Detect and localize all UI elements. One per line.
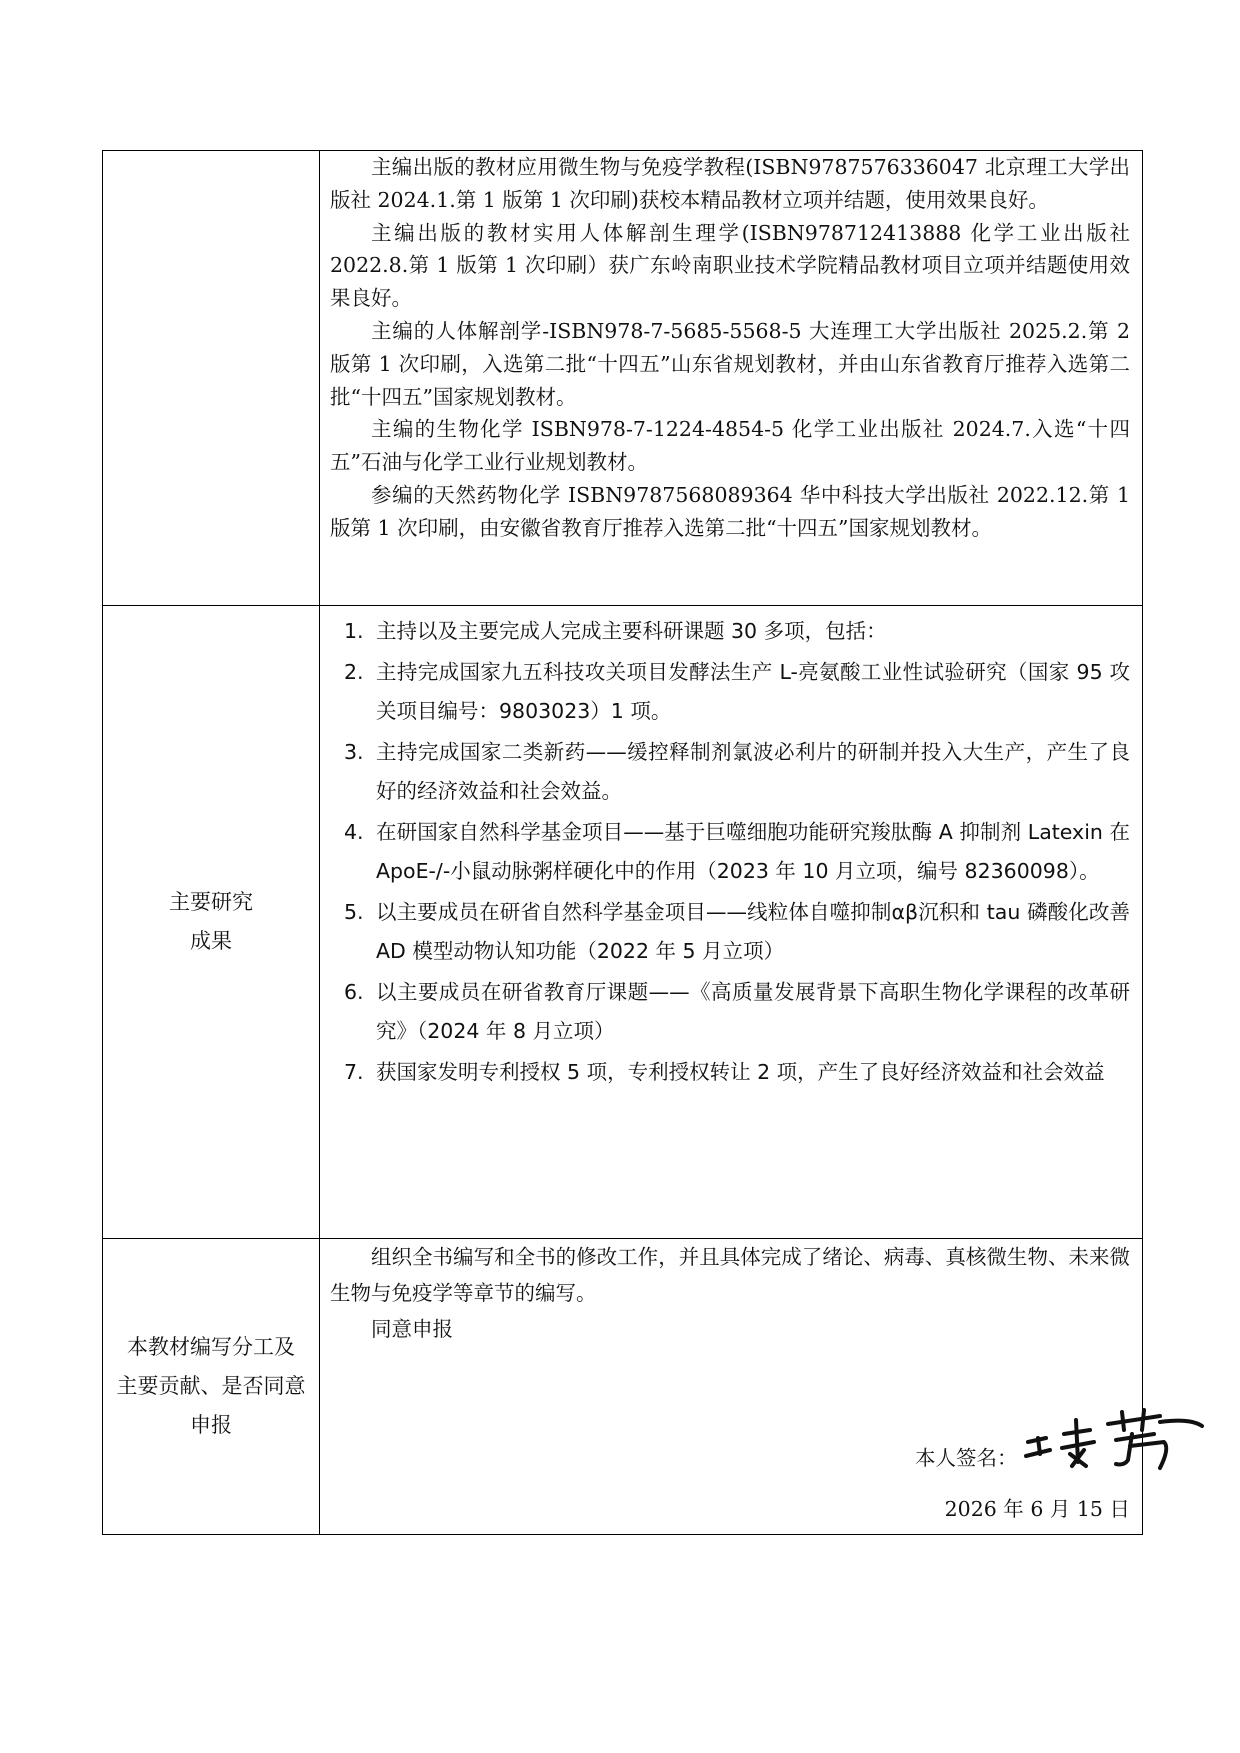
research-list-item [344,813,1130,891]
research-list-item [344,973,1130,1051]
list-text: 获国家发明专利授权 5 项，专利授权转让 2 项，产生了良好经济效益和社会效益 [376,1060,1105,1084]
research-achievements-content [320,606,1143,1239]
contribution-label-line: 本教材编写分工及 [127,1335,295,1359]
textbook-paragraph: 主编出版的教材实用人体解剖生理学(ISBN978712413888 化学工业出版社 2022.8.第 1 版第 1 次印刷）获广东岭南职业技术学院精品教材项目立项并结题使用效果良好。 [330,220,1130,311]
signature-date: 2026 年 6 月 15 日 [944,1497,1130,1521]
contribution-label-line: 申报 [190,1413,232,1437]
textbook-achievements-label-cell [103,151,320,606]
contribution-label [116,1328,306,1445]
application-form-table [102,150,1143,1535]
textbook-paragraph: 主编的人体解剖学-ISBN978-7-5685-5568-5 大连理工大学出版社 2025.2.第 2 版第 1 次印刷，入选第二批“十四五”山东省规划教材，并由山东省教育厅推荐入选第二批“十四五”国家规划教材。 [330,318,1130,409]
contribution-content [320,1239,1143,1535]
list-text: 在研国家自然科学基金项目——基于巨噬细胞功能研究羧肽酶 A 抑制剂 Latexin 在 ApoE-/-小鼠动脉粥样硬化中的作用（2023 年 10 月立项，编号 82360098）。 [376,820,1130,883]
research-list-item [344,893,1130,971]
research-list-item [344,612,1130,651]
textbook-achievements-content [320,151,1143,606]
list-number: 1. [344,619,364,643]
research-list [320,606,1142,1092]
contribution-label-line: 主要贡献、是否同意 [116,1374,306,1398]
list-text: 主持完成国家九五科技攻关项目发酵法生产 L-亮氨酸工业性试验研究（国家 95 攻关项目编号：9803023）1 项。 [376,660,1130,723]
contribution-row [103,1239,1143,1535]
consent-statement: 同意申报 [371,1317,453,1341]
research-achievements-label [116,883,306,961]
list-number: 6. [344,980,364,1004]
contribution-paragraph: 组织全书编写和全书的修改工作，并且具体完成了绪论、病毒、真核微生物、未来微生物与免疫学等章节的编写。 [330,1245,1130,1305]
list-text: 主持完成国家二类新药——缓控释制剂氯波必利片的研制并投入大生产，产生了良好的经济效益和社会效益。 [376,740,1130,803]
research-list-item [344,733,1130,811]
list-text: 以主要成员在研省教育厅课题——《高质量发展背景下高职生物化学课程的改革研究》（2024 年 8 月立项） [376,980,1130,1043]
list-number: 7. [344,1060,364,1084]
handwritten-signature [1020,1404,1210,1479]
research-list-item [344,653,1130,731]
list-number: 3. [344,740,364,764]
list-number: 4. [344,820,364,844]
contribution-label-cell [103,1239,320,1535]
textbook-paragraph: 主编的生物化学 ISBN978-7-1224-4854-5 化学工业出版社 2024.7.入选“十四五”石油与化学工业行业规划教材。 [330,417,1130,475]
textbook-paragraph: 主编出版的教材应用微生物与免疫学教程(ISBN9787576336047 北京理工大学出版社 2024.1.第 1 版第 1 次印刷)获校本精品教材立项并结题，使用效果良好。 [330,155,1130,212]
list-number: 5. [344,900,364,924]
list-text: 主持以及主要完成人完成主要科研课题 30 多项，包括： [376,619,887,643]
list-text: 以主要成员在研省自然科学基金项目——线粒体自噬抑制αβ沉积和 tau 磷酸化改善 AD 模型动物认知功能（2022 年 5 月立项） [376,900,1130,963]
textbook-achievements-row [103,151,1143,606]
research-label-line: 主要研究 [169,890,253,914]
research-achievements-row [103,606,1143,1239]
research-list-item [344,1053,1130,1092]
research-label-line: 成果 [190,929,232,953]
list-number: 2. [344,660,364,684]
research-achievements-label-cell [103,606,320,1239]
textbook-paragraph: 参编的天然药物化学 ISBN9787568089364 华中科技大学出版社 2022.12.第 1 版第 1 次印刷，由安徽省教育厅推荐入选第二批“十四五”国家规划教材。 [330,482,1130,540]
signature-label: 本人签名： [915,1446,1018,1470]
